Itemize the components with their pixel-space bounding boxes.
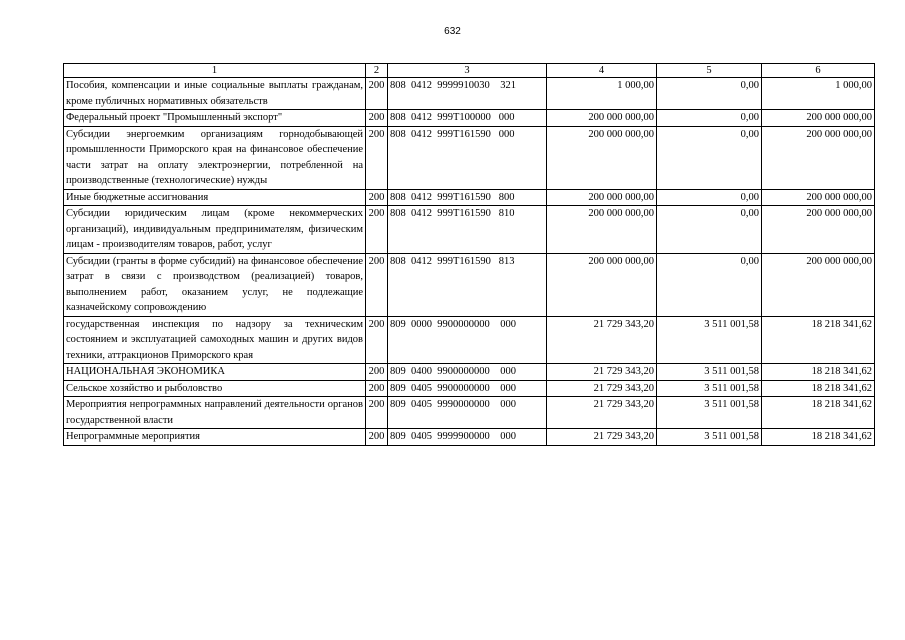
- column-header-1: 1: [64, 64, 366, 78]
- row-col6: 200 000 000,00: [762, 110, 875, 127]
- row-code: 809 0405 9999900000 000: [388, 429, 547, 446]
- row-col6: 200 000 000,00: [762, 206, 875, 254]
- row-col4: 21 729 343,20: [547, 316, 657, 364]
- row-col6: 200 000 000,00: [762, 253, 875, 316]
- row-col5: 0,00: [657, 253, 762, 316]
- row-col5: 0,00: [657, 110, 762, 127]
- row-code: 809 0000 9900000000 000: [388, 316, 547, 364]
- row-name: НАЦИОНАЛЬНАЯ ЭКОНОМИКА: [64, 364, 366, 381]
- table-row: [64, 316, 875, 364]
- row-col2: 200: [366, 316, 388, 364]
- row-col6: 200 000 000,00: [762, 126, 875, 189]
- page-number: 632: [444, 26, 461, 37]
- row-col2: 200: [366, 397, 388, 429]
- column-header-2: 2: [366, 64, 388, 78]
- row-col5: 0,00: [657, 206, 762, 254]
- row-code: 808 0412 9999910030 321: [388, 78, 547, 110]
- table-row: [64, 78, 875, 110]
- row-col5: 3 511 001,58: [657, 380, 762, 397]
- row-col6: 18 218 341,62: [762, 397, 875, 429]
- row-col5: 3 511 001,58: [657, 316, 762, 364]
- row-col2: 200: [366, 253, 388, 316]
- row-col4: 200 000 000,00: [547, 126, 657, 189]
- table-row: [64, 189, 875, 206]
- row-code: 808 0412 999T161590 800: [388, 189, 547, 206]
- row-code: 808 0412 999T161590 810: [388, 206, 547, 254]
- row-col4: 200 000 000,00: [547, 253, 657, 316]
- row-col2: 200: [366, 380, 388, 397]
- row-col5: 3 511 001,58: [657, 397, 762, 429]
- row-name: Пособия, компенсации и иные социальные выплаты гражданам, кроме публичных нормативных обязательств: [64, 78, 366, 110]
- row-col6: 1 000,00: [762, 78, 875, 110]
- row-col4: 21 729 343,20: [547, 364, 657, 381]
- row-name: Субсидии (гранты в форме субсидий) на финансовое обеспечение затрат в связи с производством (реализацией) товаров, выполнением работ, оказанием услуг, не подлежащие казначейскому сопровождению: [64, 253, 366, 316]
- table-row: [64, 206, 875, 254]
- row-col6: 18 218 341,62: [762, 364, 875, 381]
- row-name: Субсидии юридическим лицам (кроме некоммерческих организаций), индивидуальным предпринимателям, физическим лицам - производителям товаров, работ, услуг: [64, 206, 366, 254]
- table-row: [64, 110, 875, 127]
- table-row: [64, 429, 875, 446]
- row-name: Мероприятия непрограммных направлений деятельности органов государственной власти: [64, 397, 366, 429]
- row-col4: 21 729 343,20: [547, 397, 657, 429]
- column-header-5: 5: [657, 64, 762, 78]
- row-code: 809 0405 9900000000 000: [388, 380, 547, 397]
- table-header-row: [64, 64, 875, 78]
- row-col2: 200: [366, 429, 388, 446]
- row-code: 809 0400 9900000000 000: [388, 364, 547, 381]
- budget-table: [63, 63, 875, 446]
- row-col5: 0,00: [657, 78, 762, 110]
- row-col6: 18 218 341,62: [762, 380, 875, 397]
- column-header-3: 3: [388, 64, 547, 78]
- row-name: государственная инспекция по надзору за техническим состоянием и эксплуатацией самоходных машин и других видов техники, аттракционов Приморского края: [64, 316, 366, 364]
- row-col2: 200: [366, 110, 388, 127]
- row-col4: 1 000,00: [547, 78, 657, 110]
- row-code: 808 0412 999T161590 813: [388, 253, 547, 316]
- table-row: [64, 397, 875, 429]
- row-name: Федеральный проект "Промышленный экспорт": [64, 110, 366, 127]
- row-col5: 0,00: [657, 189, 762, 206]
- table-row: [64, 364, 875, 381]
- row-col4: 21 729 343,20: [547, 380, 657, 397]
- row-col2: 200: [366, 189, 388, 206]
- table-row: [64, 126, 875, 189]
- row-name: Субсидии энергоемким организациям горнодобывающей промышленности Приморского края на финансовое обеспечение части затрат на оплату электроэнергии, потребленной на производственные (технологические) нужды: [64, 126, 366, 189]
- row-col4: 21 729 343,20: [547, 429, 657, 446]
- row-col4: 200 000 000,00: [547, 110, 657, 127]
- column-header-4: 4: [547, 64, 657, 78]
- table-row: [64, 380, 875, 397]
- column-header-6: 6: [762, 64, 875, 78]
- table-row: [64, 253, 875, 316]
- row-code: 808 0412 999T100000 000: [388, 110, 547, 127]
- row-name: Сельское хозяйство и рыболовство: [64, 380, 366, 397]
- row-code: 808 0412 999T161590 000: [388, 126, 547, 189]
- row-col5: 3 511 001,58: [657, 364, 762, 381]
- row-col2: 200: [366, 206, 388, 254]
- row-col5: 0,00: [657, 126, 762, 189]
- row-col4: 200 000 000,00: [547, 206, 657, 254]
- row-name: Иные бюджетные ассигнования: [64, 189, 366, 206]
- row-col2: 200: [366, 78, 388, 110]
- row-col6: 18 218 341,62: [762, 429, 875, 446]
- row-name: Непрограммные мероприятия: [64, 429, 366, 446]
- row-col4: 200 000 000,00: [547, 189, 657, 206]
- row-col6: 200 000 000,00: [762, 189, 875, 206]
- row-col2: 200: [366, 364, 388, 381]
- row-code: 809 0405 9990000000 000: [388, 397, 547, 429]
- row-col6: 18 218 341,62: [762, 316, 875, 364]
- row-col5: 3 511 001,58: [657, 429, 762, 446]
- row-col2: 200: [366, 126, 388, 189]
